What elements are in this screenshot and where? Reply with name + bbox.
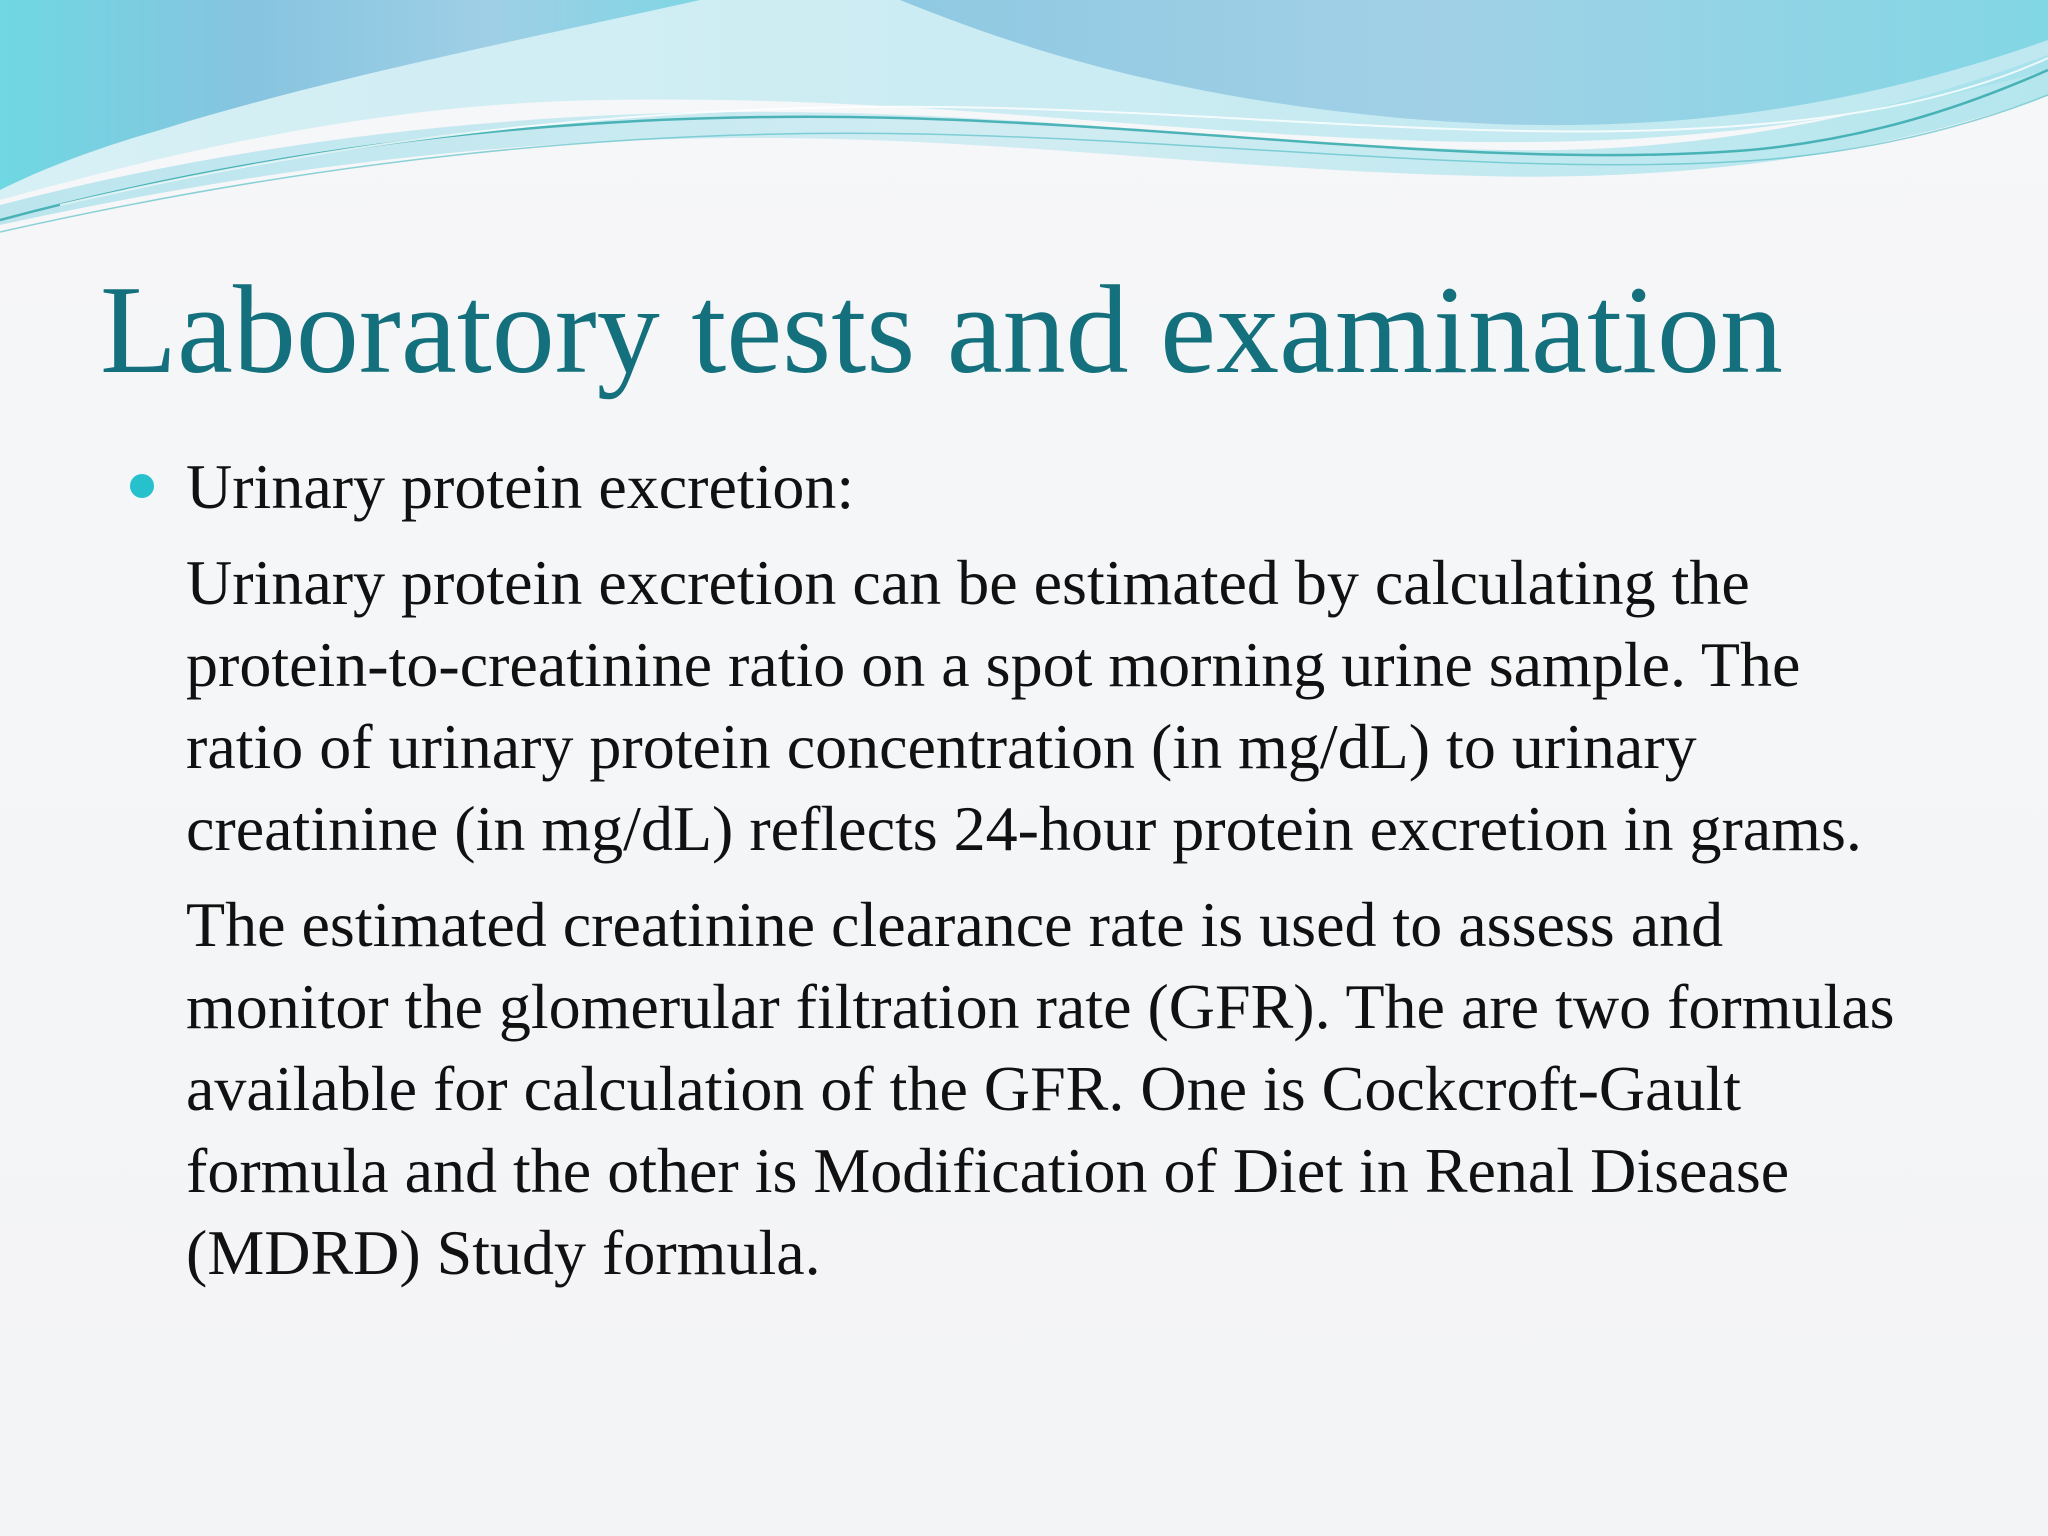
wave-banner-decoration xyxy=(0,0,2048,240)
slide-title: Laboratory tests and examination xyxy=(100,261,1783,400)
bullet-item xyxy=(186,446,1906,528)
paragraph-protein-ratio: Urinary protein excretion can be estimated by calculating the protein-to-creatinine ratio on a spot morning urine sample. The ratio of urinary protein concentration (in mg/dL) to urinary creatinine (in mg/dL) reflects 24-hour protein excretion in grams. xyxy=(186,547,1862,864)
bullet-dot-icon xyxy=(130,474,154,498)
bullet-heading: Urinary protein excretion: xyxy=(186,451,855,522)
slide-content xyxy=(186,446,1906,1308)
paragraph-gfr-formulas: The estimated creatinine clearance rate is used to assess and monitor the glomerular filtration rate (GFR). The are two formulas available for calculation of the GFR. One is Cockcroft-Gault formula and the other is Modification of Diet in Renal Disease (MDRD) Study formula. xyxy=(186,889,1895,1288)
